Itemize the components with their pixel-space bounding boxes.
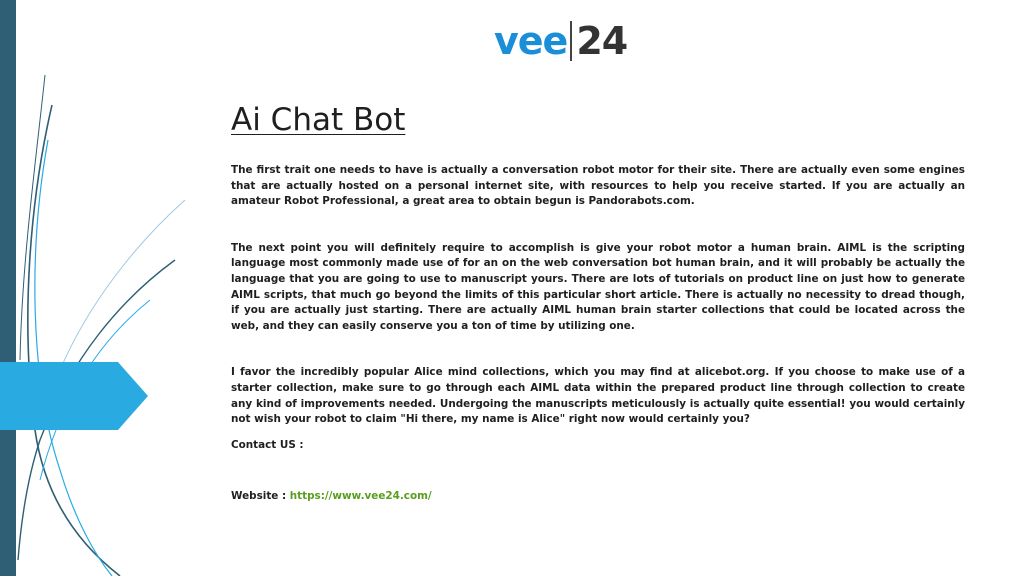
logo-divider bbox=[570, 21, 572, 61]
website-label: Website : bbox=[231, 490, 287, 503]
page-title: Ai Chat Bot bbox=[231, 102, 406, 138]
article-body bbox=[231, 163, 965, 505]
website-link[interactable]: https://www.vee24.com/ bbox=[289, 490, 432, 503]
logo-vee-text: vee bbox=[494, 19, 568, 63]
paragraph-3: I favor the incredibly popular Alice mind collections, which you may find at alicebot.org. If you choose to make use of a starter collection, make sure to go through each AIML data within the prepared product line through collection to create any kind of improvements needed. Undergoing the manuscripts meticulously is actually quite essential! you would certainly not wish your robot to claim "Hi there, my name is Alice" right now would certainly you? bbox=[231, 366, 965, 426]
decorative-swoosh-lines bbox=[0, 0, 200, 576]
blue-arrow-tab bbox=[0, 362, 148, 430]
logo-24-text: 24 bbox=[576, 19, 628, 63]
contact-label: Contact US : bbox=[231, 438, 304, 451]
vee24-logo bbox=[494, 18, 627, 64]
paragraph-1: The first trait one needs to have is actually a conversation robot motor for their site. There are actually even some engines that are actually hosted on a personal internet site, with resources to help you receive started. If you are actually an amateur Robot Professional, a great area to obtain begun is Pandorabots.com. bbox=[231, 164, 965, 208]
website-line bbox=[231, 489, 965, 505]
paragraph-2: The next point you will definitely require to accomplish is give your robot motor a human brain. AIML is the scripting language most commonly made use of for an on the web conversation bot human brain, and it will probably be actually the language that you are going to use to manuscript yours. There are lots of tutorials on product line on just how to generate AIML scripts, that much go beyond the limits of this particular short article. There is actually no necessity to dread though, if you are actually just starting. There are actually AIML human brain starter collections that could be located across the web, and they can easily conserve you a ton of time by utilizing one. bbox=[231, 241, 965, 332]
